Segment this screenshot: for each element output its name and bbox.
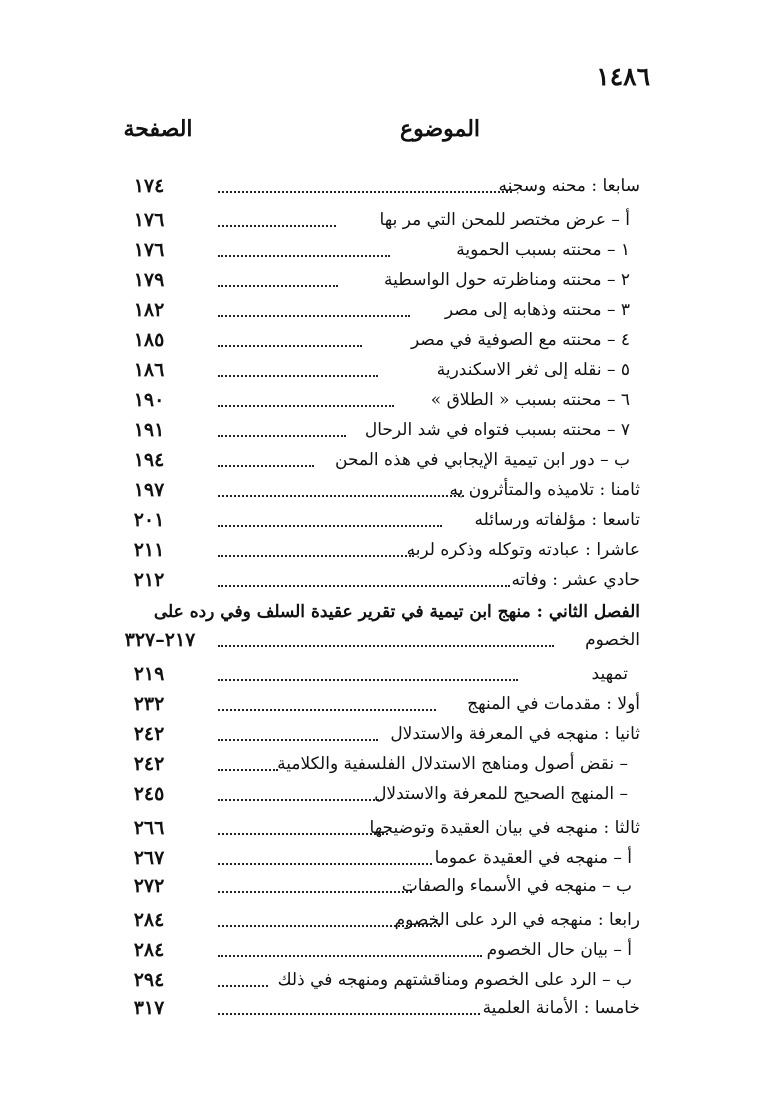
toc-entry: ٢ – محنته ومناظرته حول الواسطية	[212, 266, 640, 294]
toc-page-number: ٢٣٢	[133, 693, 165, 715]
toc-entry: خامسا : الأمانة العلمية	[212, 994, 640, 1022]
leader-dots	[218, 1013, 480, 1015]
toc-page-number: ٣١٧	[133, 997, 165, 1019]
toc-page-number: ١٩١	[133, 419, 165, 441]
toc-page-number: ٢١٧–٣٢٧	[124, 629, 196, 651]
leader-dots	[218, 955, 482, 957]
toc-entry: ٦ – محنته بسبب « الطلاق »	[212, 386, 640, 414]
leader-dots	[218, 465, 314, 467]
toc-entry: ٤ – محنته مع الصوفية في مصر	[212, 326, 640, 354]
toc-page-number: ١٨٦	[133, 359, 165, 381]
toc-page-number: ٢١٩	[133, 663, 165, 685]
toc-entry: حادي عشر : وفاته	[212, 566, 640, 594]
toc-page-number: ١٨٥	[133, 329, 165, 351]
toc-page-number: ٢٩٤	[133, 969, 165, 991]
toc-entry: الخصوم	[212, 626, 640, 654]
leader-dots	[218, 799, 382, 801]
toc-entry: – نقض أصول ومناهج الاستدلال الفلسفية والكلامية	[212, 750, 640, 778]
toc-entry: ثامنا : تلاميذه والمتأثرون به	[212, 476, 640, 504]
leader-dots	[218, 679, 518, 681]
toc-entry: أ – بيان حال الخصوم	[212, 936, 640, 964]
toc-page-number: ٢٧٢	[133, 875, 165, 897]
leader-dots	[218, 435, 346, 437]
toc-page-number: ١٨٢	[133, 299, 165, 321]
leader-dots	[218, 285, 338, 287]
toc-page-number: ٢١١	[133, 539, 165, 561]
toc-page-number: ١٩٤	[133, 449, 165, 471]
toc-page-number: ٢٨٤	[133, 939, 165, 961]
toc-page-number: ٢٠١	[133, 509, 165, 531]
toc-entry: رابعا : منهجه في الرد على الخصوم	[212, 906, 640, 934]
leader-dots	[218, 191, 512, 193]
page-column-header: الصفحة	[123, 116, 193, 142]
toc-entry: ٧ – محنته بسبب فتواه في شد الرحال	[212, 416, 640, 444]
toc-entry: أ – عرض مختصر للمحن التي مر بها	[212, 206, 640, 234]
leader-dots	[218, 833, 388, 835]
toc-page-number: ١٧٩	[133, 269, 165, 291]
toc-page-number: ٢٦٦	[133, 817, 165, 839]
leader-dots	[218, 985, 268, 987]
leader-dots	[218, 739, 378, 741]
toc-entry: ب – منهجه في الأسماء والصفات	[212, 872, 640, 900]
toc-page-number: ١٧٦	[133, 209, 165, 231]
toc-entry: أولا : مقدمات في المنهج	[212, 690, 640, 718]
toc-entry: عاشرا : عبادته وتوكله وذكره لربه	[212, 536, 640, 564]
leader-dots	[218, 315, 410, 317]
leader-dots	[218, 769, 278, 771]
toc-page-number: ١٧٤	[133, 175, 165, 197]
leader-dots	[218, 525, 442, 527]
toc-entry: أ – منهجه في العقيدة عموما	[212, 844, 640, 872]
leader-dots	[218, 405, 394, 407]
leader-dots	[218, 555, 414, 557]
toc-page-number: ٢٨٤	[133, 909, 165, 931]
leader-dots	[218, 863, 432, 865]
toc-entry: ١ – محنته بسبب الحموية	[212, 236, 640, 264]
toc-entry: ثالثا : منهجه في بيان العقيدة وتوضيحها	[212, 814, 640, 842]
toc-entry: ب – الرد على الخصوم ومناقشتهم ومنهجه في ذلك	[212, 966, 640, 994]
toc-entry: – المنهج الصحيح للمعرفة والاستدلال	[212, 780, 640, 808]
leader-dots	[218, 495, 464, 497]
leader-dots	[218, 345, 362, 347]
toc-entry: ٥ – نقله إلى ثغر الاسكندرية	[212, 356, 640, 384]
leader-dots	[218, 255, 390, 257]
toc-page-number: ٢١٢	[133, 569, 165, 591]
toc-entry: سابعا : محنه وسجنه	[212, 172, 640, 200]
leader-dots	[218, 891, 412, 893]
toc-entry: تاسعا : مؤلفاته ورسائله	[212, 506, 640, 534]
toc-entry: ب – دور ابن تيمية الإيجابي في هذه المحن	[212, 446, 640, 474]
toc-page-number: ٢٦٧	[133, 847, 165, 869]
leader-dots	[218, 709, 436, 711]
toc-page-number: ١٩٠	[133, 389, 165, 411]
toc-page-number: ٢٤٢	[133, 753, 165, 775]
toc-entry: ٣ – محنته وذهابه إلى مصر	[212, 296, 640, 324]
leader-dots	[218, 225, 336, 227]
toc-entry: ثانيا : منهجه في المعرفة والاستدلال	[212, 720, 640, 748]
leader-dots	[218, 375, 378, 377]
page-number: ١٤٨٦	[596, 62, 650, 91]
chapter-heading: الفصل الثاني : منهج ابن تيمية في تقرير عقيدة السلف وفي رده على	[153, 602, 640, 622]
toc-entry: تمهيد	[212, 660, 640, 688]
toc-page-number: ١٧٦	[133, 239, 165, 261]
leader-dots	[218, 645, 554, 647]
toc-page-number: ١٩٧	[133, 479, 165, 501]
toc-page-number: ٢٤٢	[133, 723, 165, 745]
leader-dots	[218, 585, 510, 587]
toc-page-number: ٢٤٥	[133, 783, 165, 805]
topic-column-header: الموضوع	[399, 116, 481, 142]
